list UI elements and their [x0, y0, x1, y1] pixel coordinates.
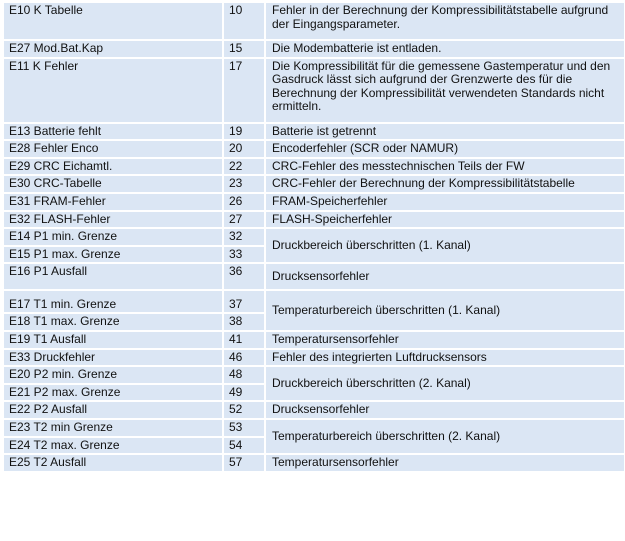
error-number-cell: 19: [223, 123, 265, 141]
error-number-cell: 57: [223, 454, 265, 472]
error-number-cell: 22: [223, 158, 265, 176]
table-row: [3, 419, 625, 437]
error-number-cell: 17: [223, 58, 265, 123]
error-description-cell: Batterie ist getrennt: [265, 123, 625, 141]
table-row: [3, 366, 625, 384]
error-number-cell: 10: [223, 2, 265, 40]
table-row: [3, 211, 625, 229]
error-description-cell: Druckbereich überschritten (2. Kanal): [265, 366, 625, 401]
table-row: [3, 40, 625, 58]
table-row: [3, 58, 625, 123]
error-number-cell: 27: [223, 211, 265, 229]
error-code-cell: E23 T2 min Grenze: [3, 419, 223, 437]
error-number-cell: 33: [223, 246, 265, 264]
error-code-cell: E17 T1 min. Grenze: [3, 290, 223, 313]
error-code-cell: E29 CRC Eichamtl.: [3, 158, 223, 176]
error-code-cell: E33 Druckfehler: [3, 349, 223, 367]
table-row: [3, 454, 625, 472]
table-row: [3, 123, 625, 141]
error-code-table: [2, 1, 625, 473]
error-description-cell: Fehler des integrierten Luftdrucksensors: [265, 349, 625, 367]
table-row: [3, 290, 625, 313]
error-description-cell: CRC-Fehler der Berechnung der Kompressibilitätstabelle: [265, 175, 625, 193]
error-number-cell: 48: [223, 366, 265, 384]
error-code-cell: E13 Batterie fehlt: [3, 123, 223, 141]
error-description-cell: FRAM-Speicherfehler: [265, 193, 625, 211]
error-code-cell: E24 T2 max. Grenze: [3, 437, 223, 455]
error-code-cell: E19 T1 Ausfall: [3, 331, 223, 349]
error-description-cell: Drucksensorfehler: [265, 263, 625, 290]
error-code-cell: E16 P1 Ausfall: [3, 263, 223, 290]
error-code-cell: E18 T1 max. Grenze: [3, 313, 223, 331]
error-code-cell: E20 P2 min. Grenze: [3, 366, 223, 384]
table-row: [3, 331, 625, 349]
error-description-cell: Die Modembatterie ist entladen.: [265, 40, 625, 58]
error-code-cell: E27 Mod.Bat.Kap: [3, 40, 223, 58]
error-description-cell: CRC-Fehler des messtechnischen Teils der FW: [265, 158, 625, 176]
error-code-cell: E10 K Tabelle: [3, 2, 223, 40]
table-row: [3, 175, 625, 193]
error-code-cell: E25 T2 Ausfall: [3, 454, 223, 472]
table-row: [3, 228, 625, 246]
error-description-cell: Temperaturbereich überschritten (2. Kanal): [265, 419, 625, 454]
error-code-cell: E30 CRC-Tabelle: [3, 175, 223, 193]
error-description-cell: Drucksensorfehler: [265, 401, 625, 419]
error-description-cell: FLASH-Speicherfehler: [265, 211, 625, 229]
error-number-cell: 37: [223, 290, 265, 313]
error-code-cell: E31 FRAM-Fehler: [3, 193, 223, 211]
table-row: [3, 193, 625, 211]
error-code-cell: E14 P1 min. Grenze: [3, 228, 223, 246]
error-description-cell: Encoderfehler (SCR oder NAMUR): [265, 140, 625, 158]
error-description-cell: Druckbereich überschritten (1. Kanal): [265, 228, 625, 263]
error-code-cell: E15 P1 max. Grenze: [3, 246, 223, 264]
error-number-cell: 23: [223, 175, 265, 193]
error-number-cell: 46: [223, 349, 265, 367]
error-number-cell: 53: [223, 419, 265, 437]
error-number-cell: 36: [223, 263, 265, 290]
error-code-cell: E32 FLASH-Fehler: [3, 211, 223, 229]
error-number-cell: 52: [223, 401, 265, 419]
table-row: [3, 140, 625, 158]
table-row: [3, 2, 625, 40]
error-number-cell: 54: [223, 437, 265, 455]
error-description-cell: Fehler in der Berechnung der Kompressibilitätstabelle aufgrund der Eingangsparameter.: [265, 2, 625, 40]
table-row: [3, 401, 625, 419]
error-code-cell: E22 P2 Ausfall: [3, 401, 223, 419]
error-code-cell: E11 K Fehler: [3, 58, 223, 123]
error-description-cell: Temperatursensorfehler: [265, 331, 625, 349]
error-number-cell: 26: [223, 193, 265, 211]
error-number-cell: 20: [223, 140, 265, 158]
error-description-cell: Temperaturbereich überschritten (1. Kanal): [265, 290, 625, 331]
error-number-cell: 15: [223, 40, 265, 58]
error-description-cell: Temperatursensorfehler: [265, 454, 625, 472]
error-code-cell: E28 Fehler Enco: [3, 140, 223, 158]
table-row: [3, 158, 625, 176]
error-description-cell: Die Kompressibilität für die gemessene Gastemperatur und den Gasdruck lässt sich aufgrund der Grenzwerte des für die Berechnung der Kompressibilität verwendeten Standards nicht ermitteln.: [265, 58, 625, 123]
error-number-cell: 32: [223, 228, 265, 246]
table-row: [3, 349, 625, 367]
error-number-cell: 41: [223, 331, 265, 349]
table-row: [3, 263, 625, 290]
error-number-cell: 38: [223, 313, 265, 331]
error-number-cell: 49: [223, 384, 265, 402]
error-code-cell: E21 P2 max. Grenze: [3, 384, 223, 402]
